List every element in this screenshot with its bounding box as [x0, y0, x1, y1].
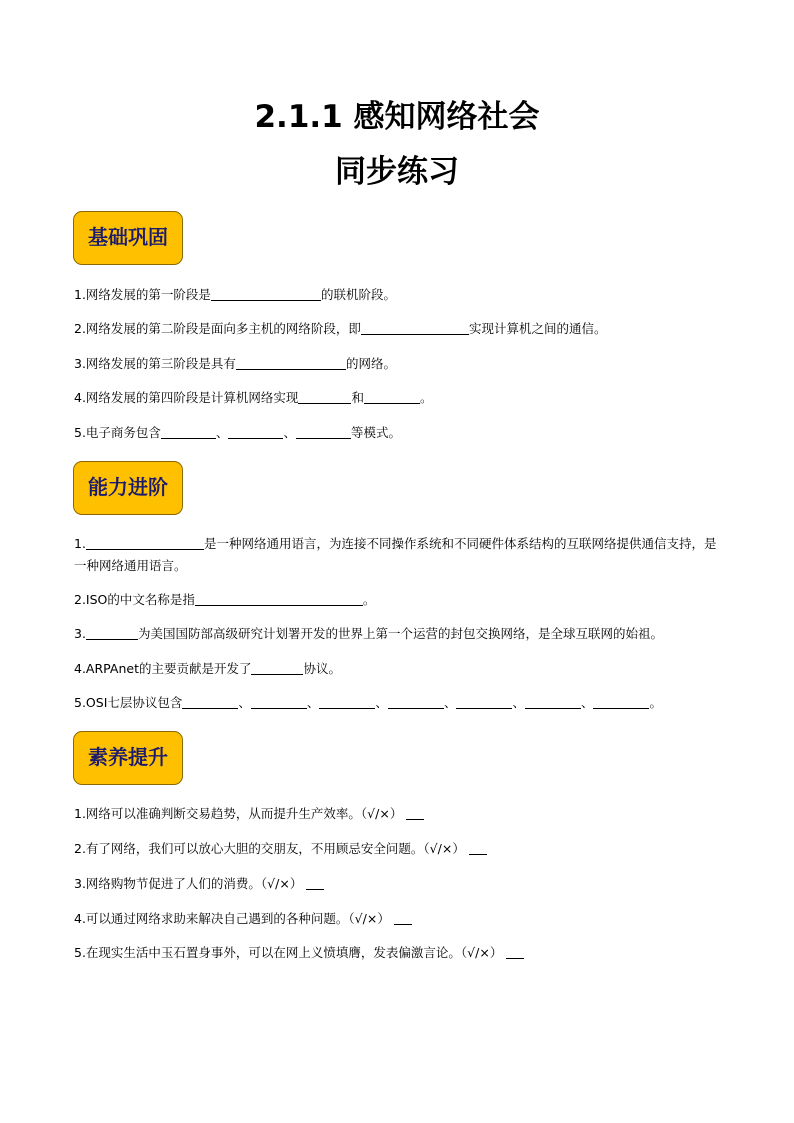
answer-blank[interactable]	[182, 694, 238, 709]
question-item: 2.有了网络，我们可以放心大胆的交朋友，不用顾忌安全问题。（√/×）	[74, 838, 734, 860]
question-item: 4.网络发展的第四阶段是计算机网络实现 和 。	[74, 390, 433, 405]
page-title: 2.1.1 感知网络社会	[254, 99, 540, 135]
answer-blank[interactable]	[236, 355, 346, 370]
section-heading-advanced: 能力进阶	[73, 461, 183, 515]
answer-blank[interactable]	[506, 944, 524, 959]
answer-blank[interactable]	[306, 875, 324, 890]
answer-blank[interactable]	[319, 694, 375, 709]
answer-blank[interactable]	[195, 591, 363, 606]
answer-blank[interactable]	[388, 694, 444, 709]
question-item: 2.ISO的中文名称是指 。	[74, 592, 376, 607]
section-heading-basic: 基础巩固	[73, 211, 183, 265]
answer-blank[interactable]	[251, 660, 303, 675]
answer-blank[interactable]	[406, 805, 424, 820]
question-item: 4.可以通过网络求助来解决自己遇到的各种问题。（√/×）	[74, 908, 734, 930]
answer-blank[interactable]	[228, 424, 283, 439]
question-item: 5.电子商务包含 、 、 等模式。	[74, 425, 401, 440]
answer-blank[interactable]	[593, 694, 649, 709]
answer-blank[interactable]	[361, 320, 469, 335]
answer-blank[interactable]	[364, 389, 420, 404]
question-item: 1. 是一种网络通用语言，为连接不同操作系统和不同硬件体系结构的互联网络提供通信支持，是一种网络通用语言。	[74, 536, 717, 573]
answer-blank[interactable]	[469, 840, 487, 855]
question-item: 4.ARPAnet的主要贡献是开发了 协议。	[74, 661, 341, 676]
section-heading-literacy: 素养提升	[73, 731, 183, 785]
answer-blank[interactable]	[211, 286, 321, 301]
answer-blank[interactable]	[161, 424, 216, 439]
answer-blank[interactable]	[525, 694, 581, 709]
question-item: 3.网络购物节促进了人们的消费。（√/×）	[74, 873, 734, 895]
question-item: 2.网络发展的第二阶段是面向多主机的网络阶段，即 实现计算机之间的通信。	[74, 321, 607, 336]
answer-blank[interactable]	[251, 694, 307, 709]
answer-blank[interactable]	[456, 694, 512, 709]
question-item: 1.网络发展的第一阶段是 的联机阶段。	[74, 287, 396, 302]
answer-blank[interactable]	[296, 424, 351, 439]
answer-blank[interactable]	[86, 625, 138, 640]
answer-blank[interactable]	[86, 535, 204, 550]
page-subtitle: 同步练习	[335, 154, 459, 190]
question-item: 3. 为美国国防部高级研究计划署开发的世界上第一个运营的封包交换网络，是全球互联网的始祖。	[74, 626, 663, 641]
question-item: 5.OSI七层协议包含 、 、 、 、 、 、 。	[74, 695, 662, 710]
question-item: 5.在现实生活中玉石置身事外，可以在网上义愤填膺，发表偏激言论。（√/×）	[74, 942, 734, 964]
question-item: 1.网络可以准确判断交易趋势，从而提升生产效率。（√/×）	[74, 803, 734, 825]
question-item: 3.网络发展的第三阶段是具有 的网络。	[74, 356, 396, 371]
answer-blank[interactable]	[394, 910, 412, 925]
answer-blank[interactable]	[298, 389, 351, 404]
